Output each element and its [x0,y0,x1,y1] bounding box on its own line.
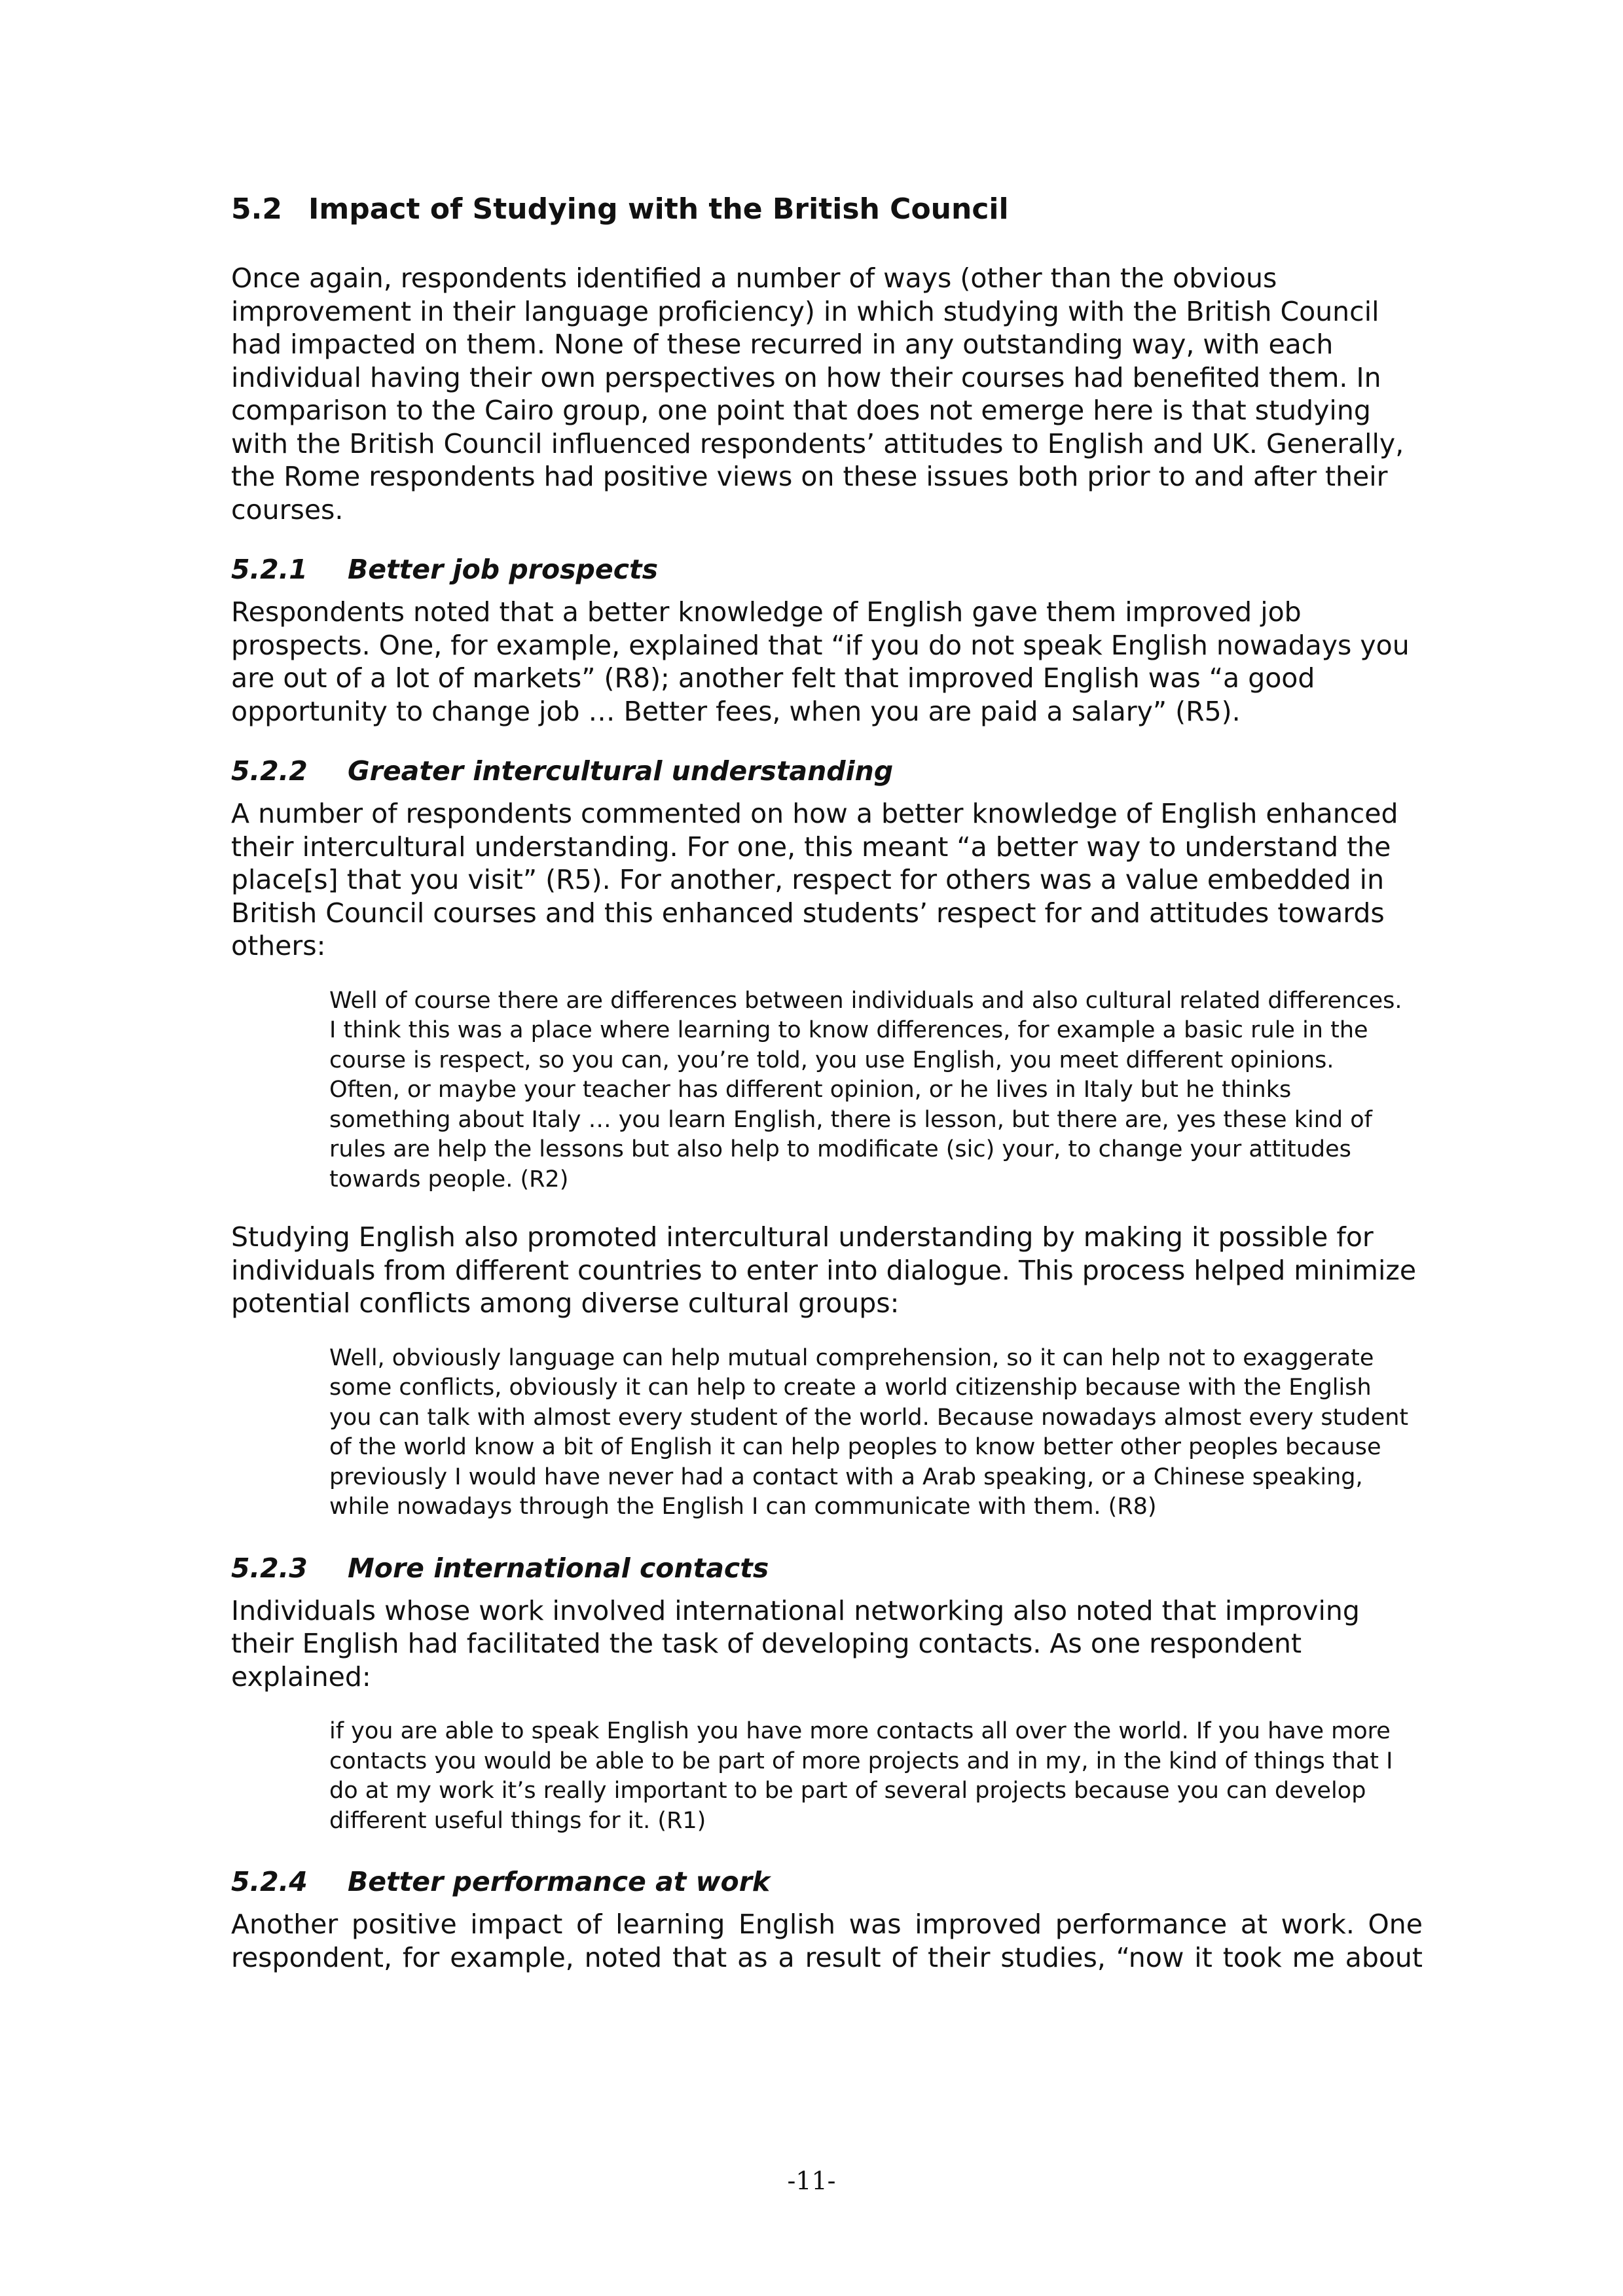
subsection-title: Better performance at work [348,1866,771,1897]
subsection-heading-intercultural [231,751,1423,791]
section-heading [231,190,1423,229]
subsection-heading-international-contacts [231,1549,1423,1588]
job-prospects-paragraph: Respondents noted that a better knowledge of English gave them improved job prospects. One, for example, explained that “if you do not speak English nowadays you are out of a lot of markets” (R8); another felt that improved English was “a good opportunity to change job … Better fees, when you are paid a salary” (R5). [231,596,1410,727]
subsection-title: More international contacts [348,1552,769,1584]
subsection-number: 5.2.4 [231,1866,308,1897]
page-body [231,190,1423,1998]
section-intro-paragraph: Once again, respondents identified a number of ways (other than the obvious improvement in their language proficiency) in which studying with the British Council had impacted on them. None of these recurred in any outstanding way, with each individual having their own perspectives on how their courses had benefited them. In comparison to the Cairo group, one point that does not emerge here is that studying with the British Council influenced respondents’ attitudes to English and UK. Generally, the Rome respondents had positive views on these issues both prior to and after their courses. [231,262,1404,526]
subsection-number: 5.2.2 [231,755,308,787]
international-contacts-quote: if you are able to speak English you have more contacts all over the world. If you have more contacts you would be able to be part of more projects and in my, in the kind of things that I do at my work it’s really important to be part of several projects because you can develop different useful things for it. (R1) [329,1718,1393,1834]
section-number: 5.2 [231,192,282,226]
subsection-heading-performance [231,1862,1423,1901]
performance-paragraph: Another positive impact of learning English was improved performance at work. One respondent, for example, noted that as a result of their studies, “now it took me about [231,1909,1423,1973]
subsection-title: Better job prospects [348,554,659,585]
international-contacts-paragraph: Individuals whose work involved international networking also noted that improving their English had facilitated the task of developing contacts. As one respondent explained: [231,1594,1360,1693]
subsection-number: 5.2.3 [231,1552,308,1584]
subsection-number: 5.2.1 [231,554,308,585]
subsection-heading-job-prospects [231,550,1423,589]
intercultural-paragraph-1: A number of respondents commented on how a better knowledge of English enhanced their intercultural understanding. For one, this meant “a better way to understand the place[s] that you visit” (R5). For another, respect for others was a value embedded in British Council courses and this enhanced students’ respect for and attitudes towards others: [231,798,1398,961]
section-title: Impact of Studying with the British Council [308,192,1009,226]
page-number: -11- [787,2166,836,2195]
intercultural-paragraph-2: Studying English also promoted intercultural understanding by making it possible for individuals from different countries to enter into dialogue. This process helped minimize potential conflicts among diverse cultural groups: [231,1221,1417,1319]
intercultural-quote-1: Well of course there are differences between individuals and also cultural related differences. I think this was a place where learning to know differences, for example a basic rule in the course is respect, so you can, you’re told, you use English, you meet different opinions. Often, or maybe your teacher has different opinion, or he lives in Italy but he thinks something about Italy … you learn English, there is lesson, but there are, yes these kind of rules are help the lessons but also help to modificate (sic) your, to change your attitudes towards people. (R2) [329,987,1402,1193]
subsection-title: Greater intercultural understanding [348,755,894,787]
intercultural-quote-2: Well, obviously language can help mutual comprehension, so it can help not to exaggerate some conflicts, obviously it can help to create a world citizenship because with the English you can talk with almost every student of the world. Because nowadays almost every student of the world know a bit of English it can help peoples to know better other peoples because previously I would have never had a contact with a Arab speaking, or a Chinese speaking, while nowadays through the English I can communicate with them. (R8) [329,1344,1409,1520]
